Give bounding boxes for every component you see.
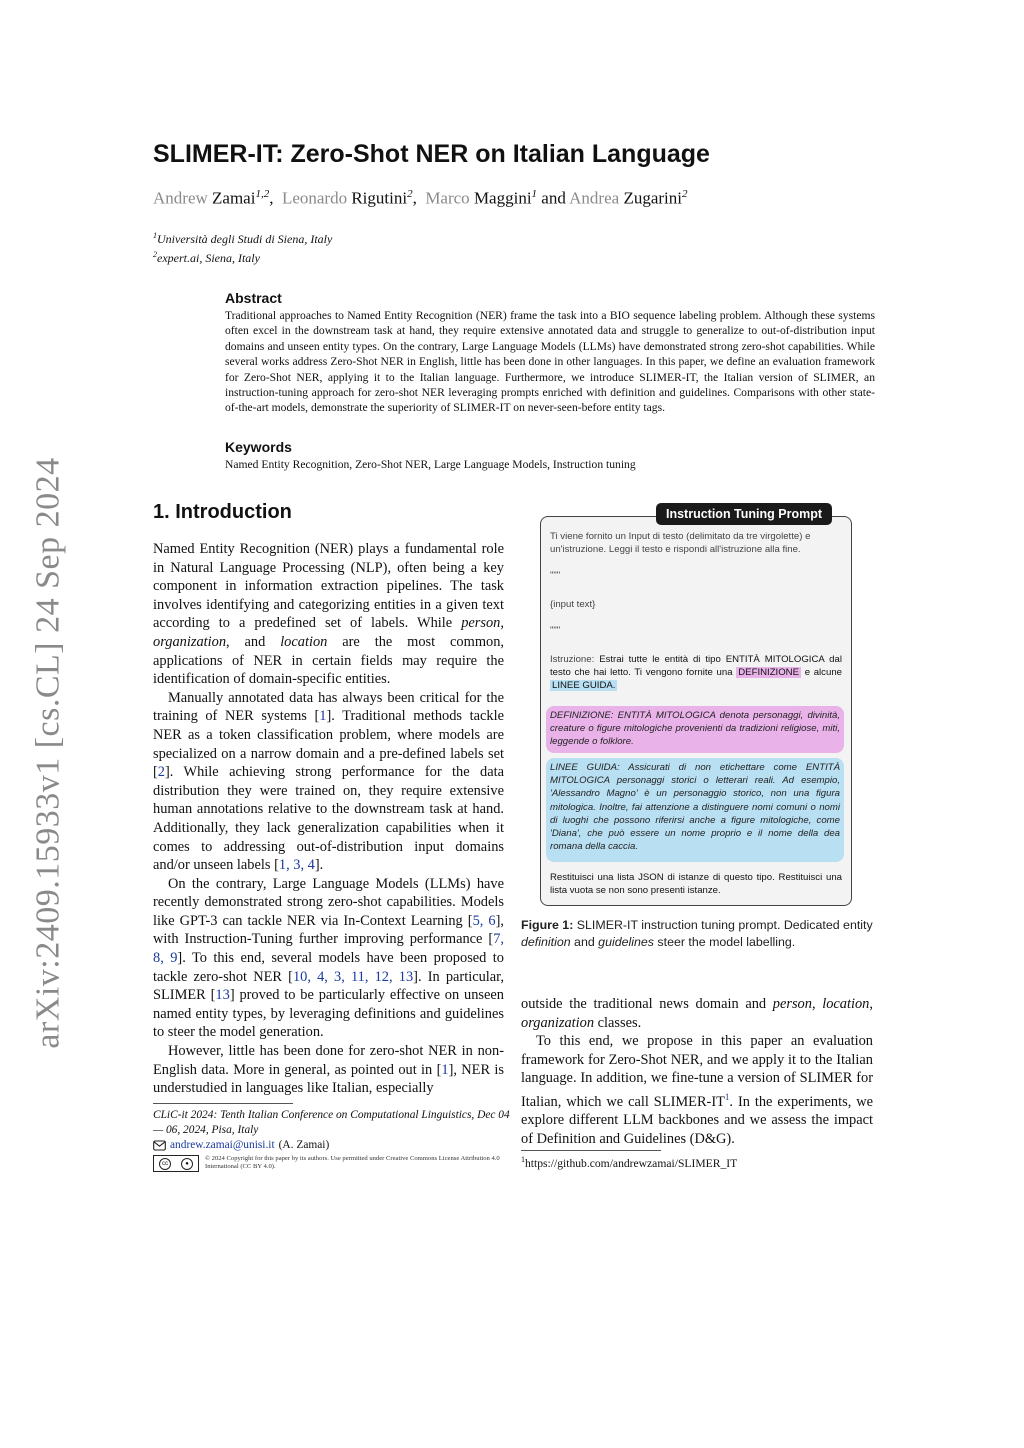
prompt-intro-text: Ti viene fornito un Input di testo (delimitato da tre virgolette) e un'istruzione. Leggi il testo e rispondi all'istruzione alla fine. [550, 531, 811, 556]
affiliation-2: $^2$expert.ai, Siena, Italy [153, 250, 260, 265]
footnote-divider [521, 1150, 661, 1151]
citation-link[interactable]: 13 [215, 987, 230, 1004]
author-affiliation-mark: 2 [681, 188, 688, 200]
abstract-text: Traditional approaches to Named Entity Recognition (NER) frame the task into a BIO sequence labeling problem. Although these systems often excel in the downstream task at hand, they require extensive annotated data and struggle to generalize to out-of-distribution input domains and unseen entity types. On the contrary, Large Language Models (LLMs) have demonstrated strong zero-shot capabilities. While several works address Zero-Shot NER in English, little has been done in other languages. In this paper, we define an evaluation framework for Zero-Shot NER, applying it to the Italian language. Furthermore, we introduce SLIMER-IT, the Italian version of SLIMER, an instruction-tuning approach for zero-shot NER leveraging prompts enriched with definition and guidelines. Comparisons with other state-of-the-art models, demonstrate the superiority of SLIMER-IT on never-seen-before entity tags. [225, 309, 875, 415]
author-email-name: (A. Zamai) [278, 1139, 330, 1151]
author-last-name: Rigutini [351, 188, 408, 208]
intro-paragraph-3: On the contrary, Large Language Models (LLMs) have recently demonstrated strong zero-shot capabilities. Models like GPT-3 can tackle NER via In-Context Learning [5, 6], with Instruction-Tuning further improving performance [7, 8, 9]. To this end, several models have been proposed to tackle zero-shot NER [10, 4, 3, 11, 12, 13]. In particular, SLIMER [13] proved to be particularly effective on unseen named entity types, by leveraging definitions and guidelines to steer the model generation. [153, 875, 505, 1041]
citation-link[interactable]: 1 [441, 1061, 449, 1078]
author-first-name: Leonardo [281, 188, 348, 208]
citation-link[interactable]: 1, 3, 4 [278, 857, 315, 874]
github-footnote: $^1$https://github.com/andrewzamai/SLIMER_IT [521, 1150, 873, 1170]
prompt-instruction: Istruzione: Estrai tutte le entità di tipo ENTITÀ MITOLOGICA dal testo che hai letto. Ti vengono fornite una DEFINIZIONE e alcune LINEE GUIDA. [550, 654, 842, 692]
author-email-line [153, 1138, 511, 1153]
author-first-name: Marco [425, 188, 470, 208]
keywords-heading: Keywords [225, 439, 292, 455]
arxiv-identifier-stamp [14, 455, 84, 1050]
abstract-section [225, 290, 875, 416]
prompt-definition-text: DEFINIZIONE: ENTITÀ MITOLOGICA denota personaggi, divinità, creature o figure mitologiche provenienti da tradizioni religiose, miti, leggende o folklore. [550, 710, 840, 748]
author-email-link[interactable]: andrew.zamai@unisi.it [170, 1139, 275, 1151]
intro-paragraph-1: Named Entity Recognition (NER) plays a fundamental role in Natural Language Processing (NLP), often being a key component in information extraction pipelines. The task involves identifying and categorizing entities in a given text according to a predefined set of labels. While person, organization, and location are the most common, applications of NER in certain fields may require the identification of domain-specific entities. [153, 541, 504, 688]
figure-caption: Figure 1: SLIMER-IT instruction tuning prompt. Dedicated entity definition and guidelines steer the model labelling. [521, 918, 873, 949]
author-and: and [541, 188, 566, 208]
left-column-text [153, 540, 504, 1098]
prompt-guidelines-text: LINEE GUIDA: Assicurati di non etichettare come ENTITÀ MITOLOGICA personaggi storici o letterari reali. Ad esempio, 'Alessandro Magno' è un personaggio storico, non una figura mitologica. Inoltre, fai attenzione a distinguere nomi comuni o nomi di luoghi che possono riferirsi anche a figure mitologiche, come 'Diana', che può essere un nome proprio e il nome della dea romana della caccia. [550, 762, 840, 853]
envelope-icon [153, 1140, 166, 1151]
author-first-name: Andrea [569, 188, 620, 208]
intro-paragraph-6: To this end, we propose in this paper an evaluation framework for Zero-Shot NER, and we apply it to the Italian language. In addition, we fine-tune a version of SLIMER for Italian, which we call SLIMER-IT$^1$. In the experiments, we explore different LLM backbones and we assess the impact of Definition and Guidelines (D&G). [521, 1033, 873, 1147]
intro-paragraph-5: outside the traditional news domain and person, location, organization classes. [521, 996, 873, 1031]
author-last-name: Zamai [212, 188, 256, 208]
prompt-input-placeholder: {input text} [550, 599, 596, 610]
author-last-name: Maggini [473, 188, 532, 208]
citation-link[interactable]: 2 [157, 764, 165, 781]
author-affiliation-mark: 2 [407, 188, 413, 200]
author-last-name: Zugarini [623, 188, 682, 208]
citation-link[interactable]: 10, 4, 3, 11, 12, 13 [292, 968, 414, 985]
intro-paragraph-4: However, little has been done for zero-shot NER in non-English data. More in general, as pointed out in [1], NER is understudied in languages like Italian, especially [153, 1043, 504, 1097]
citation-link[interactable]: 1 [319, 708, 327, 725]
prompt-return-instruction: Restituisci una lista JSON di istanze di questo tipo. Restituisci una lista vuota se non sono presenti istanze. [550, 872, 842, 897]
footnote-divider [153, 1103, 293, 1104]
arxiv-id-text: arXiv:2409.15933v1 [cs.CL] 24 Sep 2024 [30, 456, 67, 1049]
prompt-open-quotes: """ [550, 570, 561, 581]
footnote-mark-link[interactable]: 1 [724, 1091, 730, 1102]
conference-info: CLiC-it 2024: Tenth Italian Conference on Computational Linguistics, Dec 04 — 06, 2024, Pisa, Italy [153, 1109, 510, 1136]
conference-footnote [153, 1103, 511, 1172]
figure-prompt-tag: Instruction Tuning Prompt [656, 503, 832, 525]
guidelines-highlight: LINEE GUIDA. [552, 680, 616, 692]
citation-link[interactable]: 7, 8, 9 [153, 931, 504, 967]
author-list: Andrew Zamai$^{1,2}$, Leonardo Rigutini$^2$, Marco Maggini$^1$ and Andrea Zugarini$^2$ [153, 188, 688, 208]
affiliation-1: $^1$Università degli Studi di Siena, Italy [153, 231, 333, 246]
license-text: © 2024 Copyright for this paper by its authors. Use permitted under Creative Commons License Attribution 4.0 International (CC BY 4.0). [205, 1155, 500, 1171]
keywords-text: Named Entity Recognition, Zero-Shot NER, Large Language Models, Instruction tuning [225, 458, 636, 471]
keywords-section [225, 439, 875, 472]
intro-paragraph-2: Manually annotated data has always been critical for the training of NER systems [1]. Traditional methods tackle NER as a token classification problem, where models are specialized on a narrow domain and a pre-defined labels set [2]. While achieving strong performance for the data distribution they were trained on, they require extensive human annotations relative to the downstream task at hand. Additionally, they lack generalization capabilities when it comes to addressing out-of-distribution input domains and/or unseen labels [1, 3, 4]. [153, 689, 504, 874]
definition-highlight: DEFINIZIONE [738, 667, 800, 679]
paper-title: SLIMER-IT: Zero-Shot NER on Italian Language [153, 140, 710, 168]
github-url-link[interactable]: https://github.com/andrewzamai/SLIMER_IT [525, 1156, 738, 1170]
prompt-close-quotes: """ [550, 625, 561, 636]
section-heading-introduction: 1. Introduction [153, 501, 292, 523]
right-column-text [521, 995, 873, 1149]
author-first-name: Andrew [153, 188, 208, 208]
author-affiliation-mark: 1,2 [255, 188, 270, 200]
abstract-heading: Abstract [225, 290, 282, 306]
citation-link[interactable]: 5, 6 [472, 912, 496, 929]
creative-commons-badge-icon: cc ● [153, 1155, 199, 1172]
license-notice [153, 1155, 511, 1172]
author-affiliation-mark: 1 [531, 188, 538, 200]
